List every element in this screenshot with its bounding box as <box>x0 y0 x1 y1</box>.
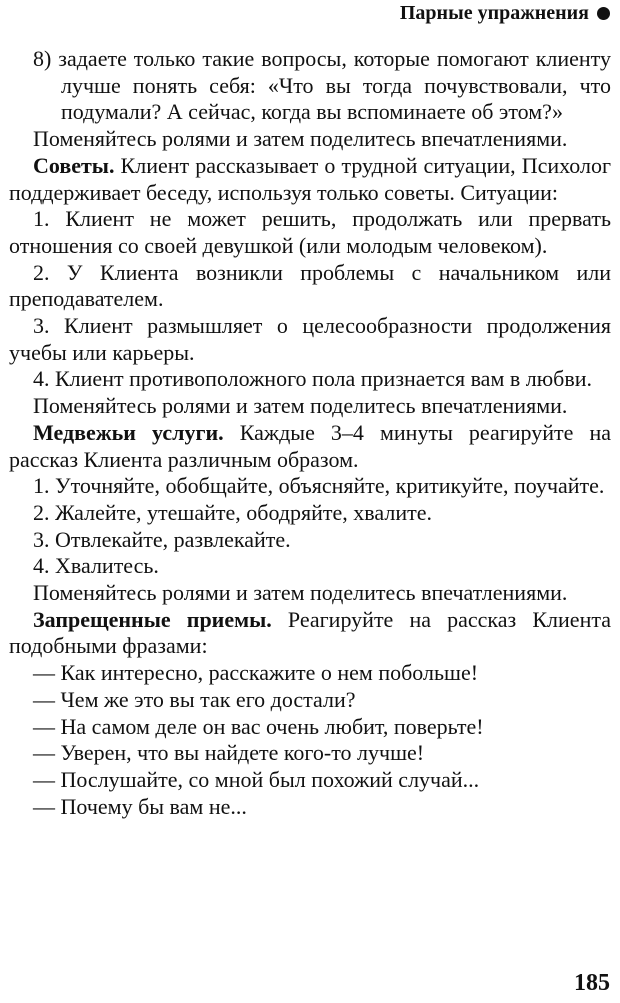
forbidden-phrase: — Как интересно, расскажите о нем побольше! <box>33 660 479 686</box>
forbidden-phrase: — Почему бы вам не... <box>33 793 247 819</box>
page-number: 185 <box>574 970 610 996</box>
advice-item: 1. Клиент не может решить, продолжать или прервать отношения со своей девушкой (или молодым человеком). <box>9 206 611 258</box>
forbidden-phrase: — На самом деле он вас очень любит, поверьте! <box>33 713 484 739</box>
bear-services-paragraph <box>9 420 611 473</box>
bear-services-item: 1. Уточняйте, обобщайте, объясняйте, критикуйте, поучайте. <box>33 473 605 499</box>
bear-services-item: 4. Хвалитесь. <box>33 553 159 579</box>
advice-item: 2. У Клиента возникли проблемы с начальником или преподавателем. <box>9 259 611 312</box>
advice-item: 3. Клиент размышляет о целесообразности продолжения учебы или карьеры. <box>9 313 611 365</box>
forbidden-phrase: — Послушайте, со мной был похожий случай... <box>33 766 480 792</box>
bear-services-item: 3. Отвлекайте, развлекайте. <box>33 526 291 552</box>
swap-roles-paragraph: Поменяйтесь ролями и затем поделитесь впечатлениями. <box>33 580 568 606</box>
running-title: Парные упражнения <box>399 2 589 24</box>
advice-text: Клиент рассказывает о трудной ситуации, Психолог поддерживает беседу, используя только советы. Ситуации: <box>9 152 611 205</box>
advice-paragraph <box>9 153 611 206</box>
advice-heading: Советы. <box>33 152 115 178</box>
swap-roles-paragraph: Поменяйтесь ролями и затем поделитесь впечатлениями. <box>33 126 568 152</box>
body-text <box>9 46 611 820</box>
advice-item: 4. Клиент противоположного пола признается вам в любви. <box>33 366 593 392</box>
swap-roles-paragraph: Поменяйтесь ролями и затем поделитесь впечатлениями. <box>33 393 568 419</box>
forbidden-techniques-paragraph <box>9 607 611 660</box>
bear-services-text: Каждые 3–4 минуты реагируйте на рассказ Клиента различным образом. <box>9 419 611 472</box>
forbidden-techniques-heading: Запрещенные приемы. <box>33 606 272 632</box>
forbidden-techniques-text: Реагируйте на рассказ Клиента подобными фразами: <box>9 606 611 659</box>
bear-services-item: 2. Жалейте, утешайте, ободряйте, хвалите. <box>33 499 432 525</box>
header-bullet-icon <box>597 7 610 20</box>
bear-services-heading: Медвежьи услуги. <box>33 419 224 445</box>
forbidden-phrase: — Уверен, что вы найдете кого-то лучше! <box>33 740 425 766</box>
running-head <box>400 2 610 25</box>
forbidden-phrase: — Чем же это вы так его достали? <box>33 686 356 712</box>
list-item-8: 8) задаете только такие вопросы, которые помогают клиенту лучше понять себя: «Что вы тогда почувствовали, что подумали? А сейчас, когда вы вспоминаете об этом?» <box>33 46 611 125</box>
